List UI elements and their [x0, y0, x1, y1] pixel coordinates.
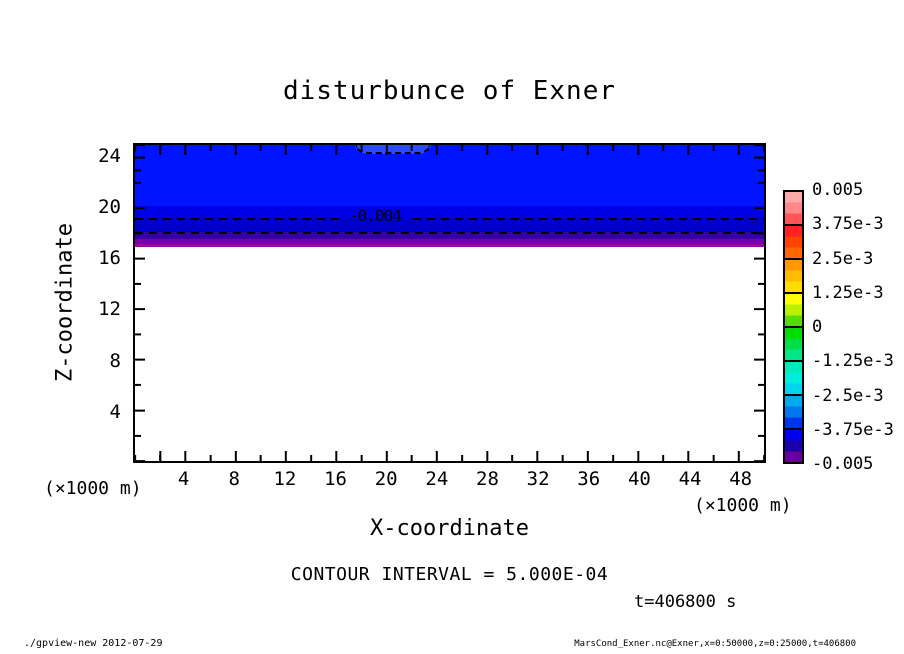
x-axis-title: X-coordinate	[370, 516, 529, 541]
datasource-footer: MarsCond_Exner.nc@Exner,x=0:50000,z=0:25000,t=406800	[574, 639, 856, 649]
x-tick-label: 12	[273, 468, 297, 490]
x-tick-label: 32	[526, 468, 550, 490]
x-tick-label: 20	[374, 468, 398, 490]
colorbar-label: 1.25e-3	[812, 282, 884, 303]
chart-title: disturbunce of Exner	[282, 76, 617, 106]
colorbar-label: 0.005	[812, 180, 864, 200]
colorbar-label: 3.75e-3	[812, 214, 884, 235]
x-tick-label: 28	[476, 468, 499, 490]
contour-line-label: -0.004	[349, 206, 401, 225]
colorbar-segment	[785, 396, 802, 430]
x-axis-tick-labels	[133, 468, 766, 492]
colorbar	[783, 190, 804, 464]
x-tick-label: 40	[627, 468, 651, 490]
x-tick-label: 36	[577, 468, 601, 490]
z-tick-label: 4	[109, 400, 121, 423]
colorbar-segment	[785, 260, 802, 294]
contour-line-dashed	[413, 218, 764, 220]
contour-band	[135, 206, 764, 219]
colorbar-label: -1.25e-3	[812, 351, 894, 372]
z-tick-label: 16	[98, 247, 121, 270]
contour-band	[135, 247, 764, 461]
colorbar-label: 2.5e-3	[812, 248, 874, 269]
z-tick-label: 8	[109, 349, 121, 372]
contour-band	[135, 218, 764, 232]
x-tick-label: 44	[678, 468, 702, 490]
time-annotation: t=406800 s	[634, 592, 737, 612]
colorbar-segment	[785, 192, 802, 226]
x-tick-label: 48	[729, 468, 753, 490]
x-tick-label: 24	[425, 468, 449, 490]
contour-interval-note: CONTOUR INTERVAL = 5.000E-04	[290, 564, 609, 585]
colorbar-label: -3.75e-3	[812, 419, 894, 440]
colorbar-label: 0	[812, 317, 823, 337]
x-tick-label: 16	[324, 468, 347, 490]
z-tick-label: 24	[98, 144, 121, 167]
colorbar-segment	[785, 294, 802, 328]
colorbar-segment	[785, 226, 802, 260]
colorbar-gradient	[785, 192, 802, 462]
colorbar-tick-labels	[812, 180, 902, 474]
z-axis-tick-labels	[70, 143, 125, 463]
contour-line-dashed	[135, 232, 764, 234]
command-footer: ./gpview-new 2012-07-29	[24, 638, 163, 649]
x-axis-unit: (×1000 m)	[694, 495, 792, 516]
colorbar-segment	[785, 430, 802, 462]
colorbar-label: -0.005	[812, 454, 874, 474]
z-tick-label: 12	[98, 298, 121, 321]
z-tick-label: 20	[98, 196, 121, 218]
colorbar-segment	[785, 328, 802, 362]
plot-area	[133, 143, 766, 463]
contour-pocket-patch	[355, 145, 431, 154]
z-axis-unit: (×1000 m)	[44, 478, 142, 499]
contour-line-dashed	[135, 218, 345, 220]
z-axis-title: Z-coordinate	[52, 223, 78, 383]
contour-fill-bands	[135, 145, 764, 461]
x-tick-label: 4	[177, 468, 190, 490]
colorbar-segment	[785, 362, 802, 396]
contour-band	[135, 145, 764, 206]
colorbar-label: -2.5e-3	[812, 385, 884, 406]
x-tick-label: 8	[228, 468, 240, 490]
